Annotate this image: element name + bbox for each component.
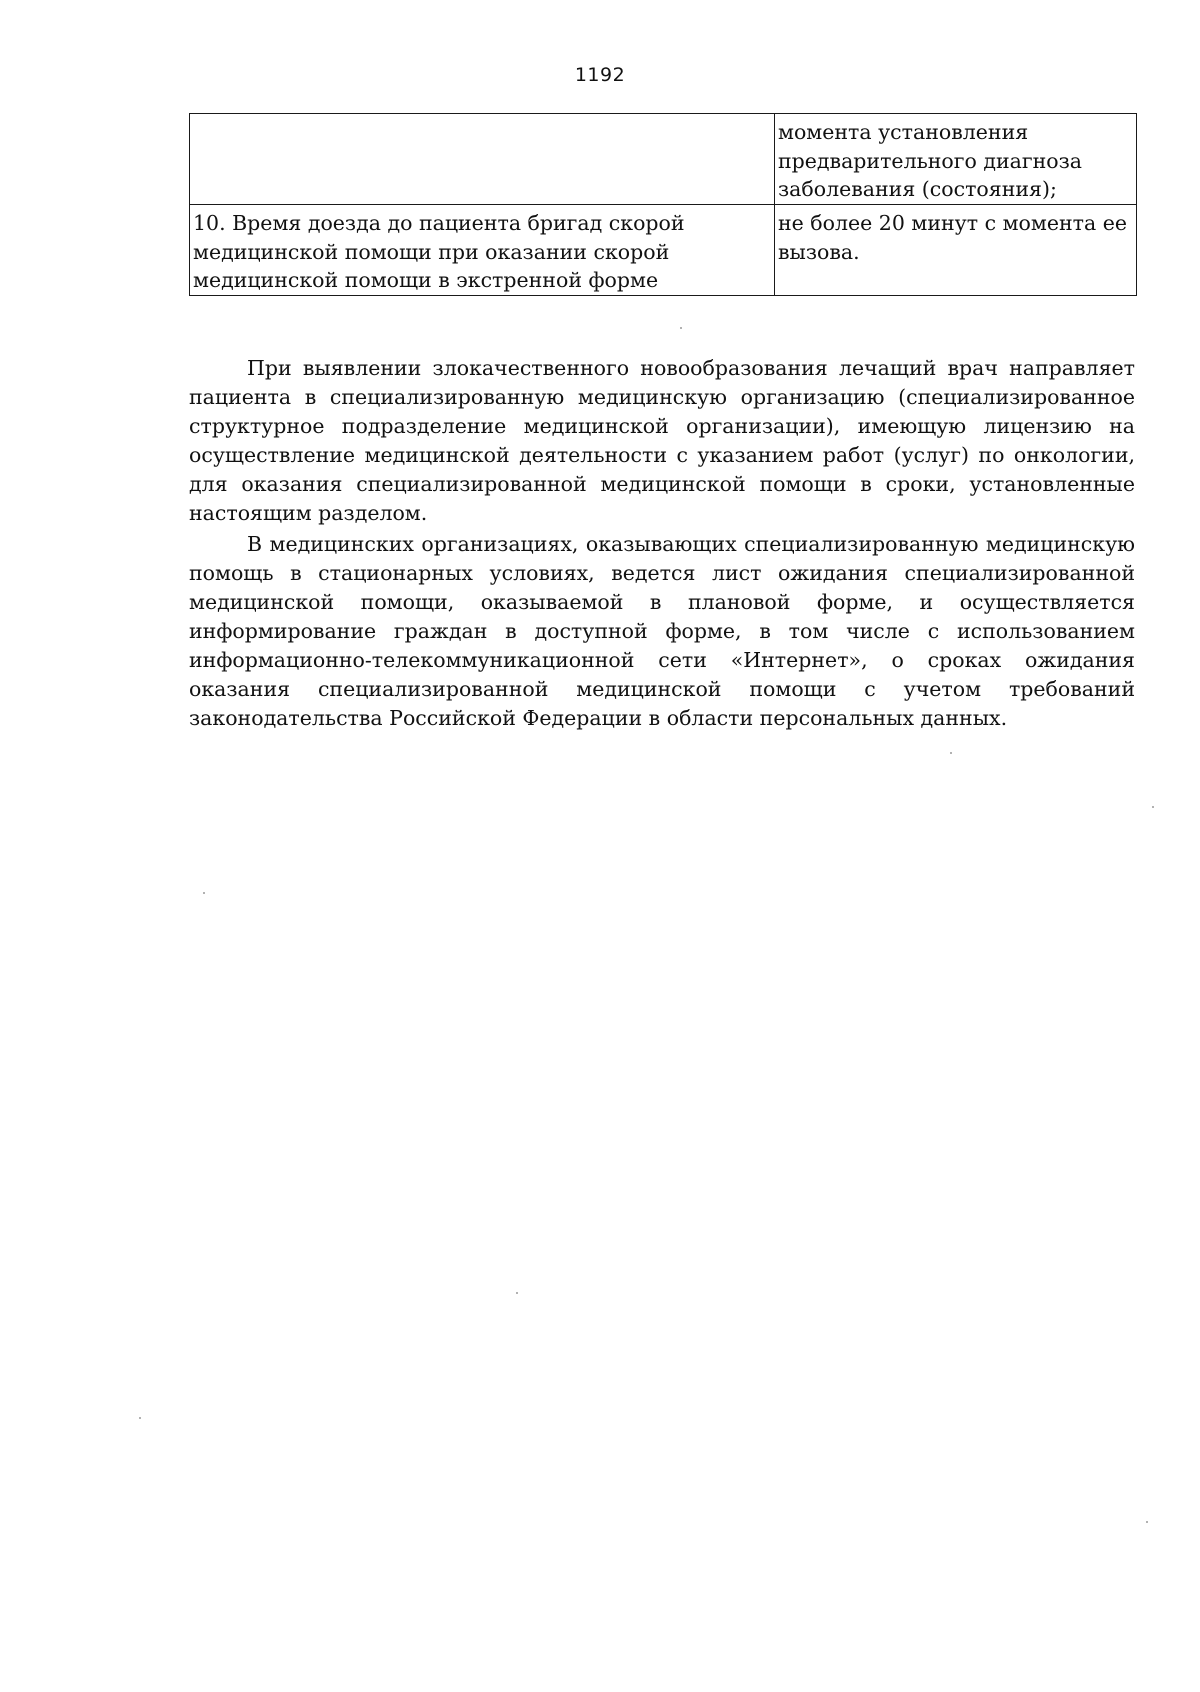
scan-speck <box>1146 1521 1148 1523</box>
requirements-table <box>189 113 1137 296</box>
table-cell-criterion <box>190 114 775 205</box>
table-cell-requirement: момента установления предварительного диагноза заболевания (состояния); <box>775 114 1137 205</box>
table-row <box>190 205 1137 296</box>
page-number: 1192 <box>574 64 626 86</box>
paragraph-waiting-list: В медицинских организациях, оказывающих специализированную медицинскую помощь в стационарных условиях, ведется лист ожидания специализированной медицинской помощи, оказываемой в плановой форме, и осуществляется информирование граждан в доступной форме, в том числе с использованием информационно-телекоммуникационной сети «Интернет», о сроках ожидания оказания специализированной медицинской помощи с учетом требований законодательства Российской Федерации в области персональных данных. <box>189 532 1135 730</box>
scan-speck <box>139 1417 141 1419</box>
scan-speck <box>950 752 952 754</box>
table-row <box>190 114 1137 205</box>
table-cell-criterion: 10. Время доезда до пациента бригад скорой медицинской помощи при оказании скорой медицинской помощи в экстренной форме <box>190 205 775 296</box>
scan-speck <box>680 327 682 329</box>
scan-speck <box>516 1292 518 1294</box>
scan-speck <box>203 892 205 894</box>
paragraph-oncology-referral: При выявлении злокачественного новообразования лечащий врач направляет пациента в специализированную медицинскую организацию (специализированное структурное подразделение медицинской организации), имеющую лицензию на осуществление медицинской деятельности с указанием работ (услуг) по онкологии, для оказания специализированной медицинской помощи в сроки, установленные настоящим разделом. <box>189 356 1135 525</box>
table-cell-requirement: не более 20 минут с момента ее вызова. <box>775 205 1137 296</box>
scan-speck <box>1152 806 1154 808</box>
body-text <box>189 354 1135 735</box>
